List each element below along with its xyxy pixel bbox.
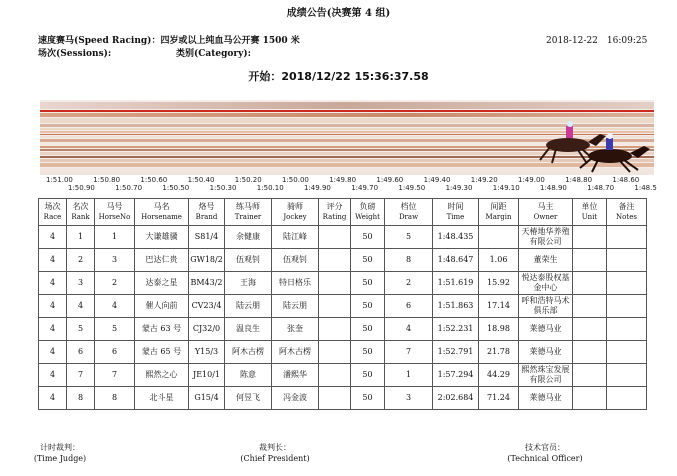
column-header (189, 199, 225, 226)
table-cell (607, 387, 647, 410)
table-header-row (39, 199, 647, 226)
table-cell (319, 226, 351, 249)
table-cell (479, 226, 519, 249)
table-row (39, 364, 647, 387)
table-row (39, 318, 647, 341)
timeline-tick-top: 1:48.60 (612, 176, 640, 184)
table-cell: 7 (385, 341, 433, 364)
table-cell: 4 (39, 226, 67, 249)
table-cell: 1:51.619 (433, 272, 479, 295)
timeline-tick-top: 1:49.60 (376, 176, 404, 184)
table-cell (607, 226, 647, 249)
table-cell: 1:51.863 (433, 295, 479, 318)
timeline-tick-bottom: 1:48.70 (587, 184, 615, 192)
table-cell: 悦达泰股权基金中心 (519, 272, 573, 295)
column-header-zh: 名次 (72, 202, 89, 211)
table-cell: 4 (39, 249, 67, 272)
timeline-tick-top: 1:48.80 (565, 176, 593, 184)
table-cell: 8 (67, 387, 95, 410)
table-cell: 4 (39, 295, 67, 318)
table-cell: 大谦雄骥 (135, 226, 189, 249)
table-cell: 董荣生 (519, 249, 573, 272)
chief-president-en: (Chief President) (240, 454, 310, 463)
table-row (39, 226, 647, 249)
timeline-tick-bottom: 1:50.10 (256, 184, 284, 192)
column-header (225, 199, 272, 226)
column-header-zh: 骑师 (287, 202, 303, 211)
table-cell: 3 (385, 387, 433, 410)
timeline-tick-bottom: 1:50.70 (115, 184, 143, 192)
time-judge-zh: 计时裁判： (40, 443, 80, 452)
table-cell (573, 318, 607, 341)
table-cell (573, 226, 607, 249)
table-cell: 蒙古 65 号 (135, 341, 189, 364)
column-header-en: Race (43, 213, 62, 221)
timeline-tick-top: 1:50.00 (282, 176, 309, 184)
table-cell: 1 (385, 364, 433, 387)
table-cell: 50 (351, 387, 385, 410)
table-cell: 2 (67, 249, 95, 272)
column-header (39, 199, 67, 226)
table-cell: 1 (67, 226, 95, 249)
table-cell (319, 272, 351, 295)
column-header (479, 199, 519, 226)
table-cell (607, 295, 647, 318)
table-cell (573, 364, 607, 387)
table-row (39, 249, 647, 272)
timeline-tick-top: 1:50.20 (234, 176, 262, 184)
results-table (38, 198, 647, 410)
table-cell: 50 (351, 249, 385, 272)
table-cell: 莱德马业 (519, 387, 573, 410)
table-cell: 50 (351, 364, 385, 387)
column-header (351, 199, 385, 226)
table-cell: 伍观钊 (225, 249, 272, 272)
table-cell: 15.92 (479, 272, 519, 295)
race-description: 速度赛马(Speed Racing)：四岁或以上纯血马公开赛 1500 米 (38, 36, 300, 46)
column-header-zh: 备注 (618, 202, 635, 211)
timeline-tick-bottom: 1:50.30 (209, 184, 237, 192)
column-header-en: HorseNo (98, 213, 131, 221)
sessions-label: 场次(Sessions): (38, 49, 112, 59)
table-cell: 冯金波 (272, 387, 319, 410)
column-header-en: Unit (581, 213, 598, 221)
timeline-tick-top: 1:50.60 (140, 176, 168, 184)
table-row (39, 341, 647, 364)
table-cell: 17.14 (479, 295, 519, 318)
column-header (67, 199, 95, 226)
timeline-tick-bottom: 1:50.90 (68, 184, 95, 192)
table-cell: BM43/2 (189, 272, 225, 295)
table-cell: 7 (95, 364, 135, 387)
table-cell: 7 (67, 364, 95, 387)
table-cell (607, 364, 647, 387)
table-cell: 6 (67, 341, 95, 364)
table-cell (607, 272, 647, 295)
table-cell (573, 272, 607, 295)
table-cell: 1.06 (479, 249, 519, 272)
column-header-en: Time (446, 213, 465, 221)
table-cell (573, 249, 607, 272)
timeline-tick-bottom: 1:48.90 (540, 184, 567, 192)
table-cell: 王海 (225, 272, 272, 295)
table-cell: 阿木古楞 (272, 341, 319, 364)
column-header-zh: 马名 (153, 202, 170, 211)
start-time-line (0, 68, 677, 84)
table-cell: 熙然之心 (135, 364, 189, 387)
table-cell: 8 (385, 249, 433, 272)
chief-president-zh: 裁判长： (259, 443, 291, 452)
column-header-zh: 评分 (326, 202, 343, 211)
table-cell: 3 (95, 249, 135, 272)
category-label: 类别(Category): (176, 49, 251, 59)
column-header-en: Draw (398, 213, 419, 221)
column-header-zh: 马主 (537, 202, 554, 211)
column-header (95, 199, 135, 226)
table-cell: 余健康 (225, 226, 272, 249)
table-cell: 4 (39, 272, 67, 295)
column-header-zh: 档位 (400, 202, 417, 211)
table-cell: 50 (351, 341, 385, 364)
table-cell: 2 (95, 272, 135, 295)
table-cell: 蒙古 63 号 (135, 318, 189, 341)
column-header-zh: 负磅 (359, 202, 376, 211)
table-cell: 44.29 (479, 364, 519, 387)
column-header-en: Rating (322, 213, 347, 221)
column-header-zh: 练马师 (236, 202, 260, 211)
table-cell (607, 249, 647, 272)
table-cell (319, 318, 351, 341)
table-cell: 4 (67, 295, 95, 318)
table-cell (319, 341, 351, 364)
time-judge-en: (Time Judge) (33, 454, 87, 463)
table-cell (607, 318, 647, 341)
start-time: 2018/12/22 15:36:37.58 (281, 70, 429, 83)
table-cell: 1:48.647 (433, 249, 479, 272)
column-header-zh: 时间 (447, 202, 464, 211)
column-header-en: Brand (195, 213, 218, 221)
table-cell: 张奎 (272, 318, 319, 341)
table-cell: 陆江峰 (272, 226, 319, 249)
table-cell: 达泰之星 (135, 272, 189, 295)
column-header-zh: 场次 (44, 202, 61, 211)
column-header-en: Rank (71, 213, 90, 221)
table-cell: 50 (351, 318, 385, 341)
table-cell: 天椿地华养殖有限公司 (519, 226, 573, 249)
table-cell (573, 387, 607, 410)
table-cell: 4 (39, 341, 67, 364)
table-body (39, 226, 647, 410)
table-cell: 4 (39, 318, 67, 341)
column-header (519, 199, 573, 226)
table-cell: 莱德马业 (519, 318, 573, 341)
table-cell: 1:52.791 (433, 341, 479, 364)
table-cell: 4 (95, 295, 135, 318)
timeline-tick-bottom: 1:49.70 (351, 184, 379, 192)
table-cell: 催人向前 (135, 295, 189, 318)
table-cell (319, 249, 351, 272)
table-cell (573, 295, 607, 318)
table-cell: 4 (39, 387, 67, 410)
column-header (385, 199, 433, 226)
table-row (39, 387, 647, 410)
table-cell: 何昱飞 (225, 387, 272, 410)
table-cell: 4 (385, 318, 433, 341)
column-header-en: Horsename (141, 213, 182, 221)
table-cell: 莱德马业 (519, 341, 573, 364)
column-header-en: Owner (533, 213, 558, 221)
column-header-en: Weight (355, 213, 380, 221)
table-cell: 4 (39, 364, 67, 387)
table-cell: S81/4 (189, 226, 225, 249)
timeline-tick-top: 1:49.80 (329, 176, 357, 184)
table-cell: 1 (95, 226, 135, 249)
column-header (607, 199, 647, 226)
column-header-zh: 间距 (490, 202, 507, 211)
column-header-zh: 马号 (106, 202, 123, 211)
column-header (135, 199, 189, 226)
table-cell (573, 341, 607, 364)
table-cell: 1:57.294 (433, 364, 479, 387)
column-header (319, 199, 351, 226)
table-cell: 2:02.684 (433, 387, 479, 410)
table-cell: Y15/3 (189, 341, 225, 364)
start-label: 开始： (248, 70, 282, 83)
timeline-tick-bottom: 1:48.5 (634, 184, 657, 192)
table-cell: 50 (351, 272, 385, 295)
table-cell: 温良生 (225, 318, 272, 341)
table-cell: 陆云朋 (225, 295, 272, 318)
column-header (433, 199, 479, 226)
timeline-tick-bottom: 1:49.10 (492, 184, 520, 192)
table-cell: 5 (385, 226, 433, 249)
table-cell: 1:52.231 (433, 318, 479, 341)
timeline-tick-top: 1:49.00 (518, 176, 545, 184)
table-cell: 特日格乐 (272, 272, 319, 295)
timeline-tick-top: 1:51.00 (46, 176, 73, 184)
table-cell: 北斗星 (135, 387, 189, 410)
table-cell: 8 (95, 387, 135, 410)
photo-finish-image (40, 100, 654, 175)
column-header-en: Trainer (234, 213, 262, 221)
table-cell: GW18/2 (189, 249, 225, 272)
time-judge-signature (30, 442, 90, 464)
table-cell: CJ32/0 (189, 318, 225, 341)
timeline-tick-bottom: 1:49.90 (304, 184, 331, 192)
table-cell: 熙然珠宝发展有限公司 (519, 364, 573, 387)
timeline-tick-top: 1:49.40 (423, 176, 451, 184)
timeline-tick-bottom: 1:49.30 (445, 184, 473, 192)
table-cell (319, 295, 351, 318)
table-row (39, 295, 647, 318)
table-cell: 3 (67, 272, 95, 295)
column-header-zh: 烙号 (198, 202, 215, 211)
table-cell: 21.78 (479, 341, 519, 364)
table-row (39, 272, 647, 295)
technical-officer-en: (Technical Officer) (507, 454, 583, 463)
table-cell (607, 341, 647, 364)
table-cell: 呼和浩特马术俱乐部 (519, 295, 573, 318)
timeline-tick-bottom: 1:50.50 (162, 184, 190, 192)
table-cell: 1:48.435 (433, 226, 479, 249)
column-header-en: Notes (616, 213, 637, 221)
page-title: 成绩公告(决赛第 4 组) (286, 8, 391, 19)
table-cell: 2 (385, 272, 433, 295)
timeline-tick-bottom: 1:49.50 (398, 184, 426, 192)
table-cell: 陆云朋 (272, 295, 319, 318)
table-cell: 71.24 (479, 387, 519, 410)
technical-officer-zh: 技术官员： (525, 443, 565, 452)
chief-president-signature (230, 442, 320, 464)
table-cell: 陈意 (225, 364, 272, 387)
table-cell: 巴达仁贵 (135, 249, 189, 272)
report-datetime: 2018-12-22 16:09:25 (546, 36, 648, 46)
table-cell (319, 364, 351, 387)
table-cell: 6 (95, 341, 135, 364)
table-cell: 50 (351, 226, 385, 249)
column-header-en: Margin (485, 213, 512, 221)
table-cell: 阿木古楞 (225, 341, 272, 364)
column-header-en: Jockey (283, 213, 307, 221)
table-cell: 伍观钊 (272, 249, 319, 272)
timeline-tick-top: 1:50.40 (187, 176, 215, 184)
timeline-tick-top: 1:49.20 (470, 176, 498, 184)
column-header (573, 199, 607, 226)
table-cell: CV23/4 (189, 295, 225, 318)
table-cell (319, 387, 351, 410)
table-cell: G15/4 (189, 387, 225, 410)
timeline-tick-top: 1:50.80 (93, 176, 121, 184)
table-cell: 5 (95, 318, 135, 341)
table-cell: 50 (351, 295, 385, 318)
table-cell: 5 (67, 318, 95, 341)
column-header (272, 199, 319, 226)
table-cell: 潘熙华 (272, 364, 319, 387)
table-cell: 18.98 (479, 318, 519, 341)
technical-officer-signature (500, 442, 590, 464)
column-header-zh: 单位 (581, 202, 598, 211)
table-cell: JE10/1 (189, 364, 225, 387)
table-cell: 6 (385, 295, 433, 318)
